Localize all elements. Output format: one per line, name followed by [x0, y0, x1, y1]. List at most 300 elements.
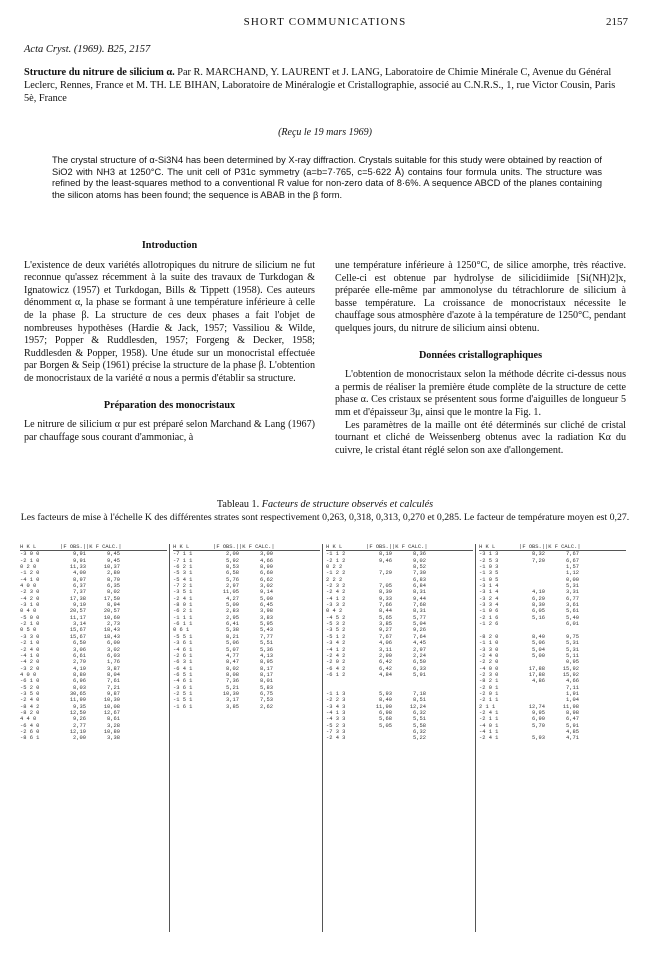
table-cell: 11,98	[562, 703, 579, 710]
table-cell: 6,61	[73, 652, 86, 659]
table-cell: -5 2 3	[326, 722, 346, 729]
table-cell: 10,30	[103, 697, 120, 704]
table-cell: -1 1 3	[326, 690, 346, 697]
table-cell: 9,14	[260, 589, 273, 596]
table-cell: 8,97	[73, 576, 86, 583]
table-cell: -3 3 4	[479, 602, 499, 609]
table-cell: 3,02	[107, 646, 120, 653]
table-cell: -3 3 2	[326, 602, 346, 609]
table-cell: -5 4 1	[173, 576, 193, 583]
table-column-divider	[475, 544, 476, 932]
table-cell: 6,98	[379, 709, 392, 716]
table-cell: 3,11	[379, 646, 392, 653]
table-cell: 8,53	[226, 564, 239, 571]
table-cell: 8,32	[532, 551, 545, 558]
table-cell: 6,01	[566, 621, 579, 628]
table-cell: 0 4 2	[326, 608, 343, 615]
prep-heading: Préparation des monocristaux	[103, 399, 236, 411]
abstract: The crystal structure of α-Si3N4 has been determined by X-ray diffraction. Crystals suitable for this study were obtained by reaction of SiO2 with NH3 at 1250°C. The unit cell of P31c symmetry (a=b=7·765, c=5·622 Å) contains four formula units. The structure was refined by the least-squares method to a conventional R value for non-zero data of 8·6%. A sequence ABCD of the planes containing the silicon atoms has been found; the sequence is ABAB in the β form.	[52, 155, 602, 200]
table-cell: 9,19	[73, 602, 86, 609]
table-cell: 4,13	[260, 652, 273, 659]
table-cell: 3,00	[260, 551, 273, 558]
table-header-cell: |K F CALC.|	[86, 544, 122, 550]
table-cell: 8,80	[73, 671, 86, 678]
table-cell: 2,77	[73, 722, 86, 729]
table-cell: 30,65	[69, 690, 86, 697]
table-cell: -1 1 2	[326, 551, 346, 558]
table-cell: 5,91	[566, 722, 579, 729]
table-cell: 6,50	[73, 640, 86, 647]
table-cell: 9,75	[566, 633, 579, 640]
table-header-cell: |F OBS.|	[60, 544, 86, 550]
table-cell: 9,46	[379, 557, 392, 564]
table-cell: 5,91	[413, 671, 426, 678]
table-column-group	[326, 544, 473, 944]
table-cell: 2,79	[73, 659, 86, 666]
table-cell: 12,24	[409, 703, 426, 710]
table-cell: -4 1 1	[479, 728, 499, 735]
table-cell: -1 2 0	[20, 570, 40, 577]
table-cell: 3,98	[260, 608, 273, 615]
journal-reference: Acta Cryst. (1969). B25, 2157	[24, 44, 151, 55]
table-cell: -2 5 3	[479, 557, 499, 564]
table-cell: 4,45	[413, 640, 426, 647]
table-cell: 6,03	[107, 652, 120, 659]
table-cell: 8,51	[413, 697, 426, 704]
table-cell: -2 1 1	[479, 697, 499, 704]
table-cell: 3,14	[73, 621, 86, 628]
table-cell: 15,92	[562, 665, 579, 672]
table-note: Les facteurs de mise à l'échelle K des différentes strates sont respectivement 0,263, 0,318, 0,313, 0,270 et 0,285. Le facteur de température moyen est 0,27.	[20, 512, 630, 523]
table-cell: 3,61	[566, 602, 579, 609]
table-cell: 8,47	[226, 659, 239, 666]
table-cell: 0 2 2	[326, 564, 343, 571]
received-date: (Reçu le 19 mars 1969)	[278, 127, 372, 138]
table-cell: -1 2 6	[479, 621, 499, 628]
table-cell: 12,19	[69, 728, 86, 735]
table-cell: 5,70	[532, 722, 545, 729]
table-cell: -8 6 1	[20, 735, 40, 742]
table-cell: 5,06	[532, 640, 545, 647]
table-cell: 6,96	[73, 678, 86, 685]
table-cell: -2 3 0	[479, 671, 499, 678]
table-cell: 6,29	[532, 595, 545, 602]
table-cell: -5 3 2	[326, 621, 346, 628]
table-cell: -5 2 0	[20, 684, 40, 691]
table-cell: 5,65	[379, 614, 392, 621]
table-cell: 2,80	[107, 570, 120, 577]
table-header-row	[173, 544, 320, 551]
table-cell: 6,75	[260, 690, 273, 697]
table-cell: -1 2 2	[326, 570, 346, 577]
table-cell: 3,87	[107, 665, 120, 672]
table-cell: 8,04	[107, 671, 120, 678]
table-cell: 2,73	[107, 621, 120, 628]
table-cell: -3 2 4	[479, 595, 499, 602]
table-cell: 9,45	[107, 557, 120, 564]
table-header-cell: H K L	[173, 544, 190, 550]
table-cell: 1,76	[107, 659, 120, 666]
table-cell: 9,91	[73, 551, 86, 558]
table-cell: 4,85	[566, 728, 579, 735]
table-cell: 5,43	[260, 627, 273, 634]
table-cell: 7,18	[413, 690, 426, 697]
table-cell: 6,50	[413, 659, 426, 666]
table-cell: -2 6 0	[20, 728, 40, 735]
table-header-cell: |F OBS.|	[366, 544, 392, 550]
table-cell: 8,08	[226, 671, 239, 678]
table-cell: 9,95	[532, 709, 545, 716]
table-cell: -4 5 2	[326, 614, 346, 621]
table-cell: 8,17	[260, 671, 273, 678]
table-cell: 17,88	[528, 671, 545, 678]
table-cell: -3 2 0	[20, 665, 40, 672]
table-cell: 7,29	[379, 570, 392, 577]
table-cell: 4,66	[566, 678, 579, 685]
table-cell: -2 1 6	[479, 614, 499, 621]
table-cell: 10,80	[103, 728, 120, 735]
table-cell: -6 5 1	[173, 671, 193, 678]
table-cell: 2,00	[73, 735, 86, 742]
table-cell: 6,62	[260, 576, 273, 583]
table-cell: 7,68	[413, 602, 426, 609]
table-cell: -5 3 1	[173, 570, 193, 577]
table-cell: 5,51	[260, 640, 273, 647]
table-cell: 5,77	[413, 614, 426, 621]
running-title: SHORT COMMUNICATIONS	[243, 16, 407, 28]
table-cell: 2,97	[413, 646, 426, 653]
table-column-divider	[322, 544, 323, 932]
table-cell: 8,17	[260, 665, 273, 672]
table-cell: 8,40	[532, 633, 545, 640]
table-cell: 2,95	[226, 614, 239, 621]
table-cell: -2 4 1	[173, 595, 193, 602]
table-cell: -2 3 0	[20, 589, 40, 596]
article-title: Structure du nitrure de silicium α.	[24, 67, 175, 78]
table-cell: -1 1 1	[173, 614, 193, 621]
table-cell: 5,00	[260, 595, 273, 602]
table-cell: -6 4 0	[20, 722, 40, 729]
table-cell: -4 0 1	[479, 722, 499, 729]
table-cell: -2 2 3	[326, 697, 346, 704]
table-cell: 6,77	[566, 595, 579, 602]
table-cell: -6 1 1	[173, 621, 193, 628]
table-cell: 12,74	[528, 703, 545, 710]
table-cell: 3,02	[260, 583, 273, 590]
table-cell: 2,97	[226, 583, 239, 590]
table-cell: 5,51	[413, 716, 426, 723]
table-header-cell: H K L	[479, 544, 496, 550]
table-cell: -2 1 0	[20, 640, 40, 647]
table-cell: -4 1 0	[20, 576, 40, 583]
table-cell: -3 6 1	[173, 640, 193, 647]
table-cell: -1 3 5	[479, 570, 499, 577]
left-column	[24, 240, 315, 444]
table-cell: 3,17	[226, 697, 239, 704]
table-header-row	[479, 544, 626, 551]
table-cell: 3,38	[107, 735, 120, 742]
table-cell: -3 1 3	[479, 551, 499, 558]
table-header-cell: |K F CALC.|	[239, 544, 275, 550]
table-row	[20, 735, 167, 741]
table-cell: -4 6 1	[173, 646, 193, 653]
intro-heading: Introduction	[141, 240, 198, 251]
table-cell: 7,64	[413, 633, 426, 640]
table-cell: 17,50	[103, 595, 120, 602]
table-cell: -2 5 1	[173, 690, 193, 697]
table-cell: -1 6 1	[173, 703, 193, 710]
table-cell: 2,90	[379, 652, 392, 659]
table-cell: 5,06	[226, 640, 239, 647]
table-cell: 6,35	[107, 583, 120, 590]
table-cell: 8,03	[73, 684, 86, 691]
table-cell: 4,66	[260, 557, 273, 564]
table-cell: -4 1 2	[326, 595, 346, 602]
table-cell: 0 4 0	[20, 608, 37, 615]
table-cell: -6 1 0	[20, 678, 40, 685]
table-cell: 8,36	[413, 551, 426, 558]
table-cell: -1 0 5	[479, 576, 499, 583]
table-cell: 8,44	[379, 608, 392, 615]
table-cell: -2 0 1	[479, 690, 499, 697]
table-cell: 1,57	[566, 564, 579, 571]
table-cell: 10,60	[103, 614, 120, 621]
table-cell: 11,05	[222, 589, 239, 596]
table-cell: 11,99	[69, 697, 86, 704]
table-cell: 7,61	[107, 678, 120, 685]
table-cell: 5,95	[260, 621, 273, 628]
table-cell: 15,92	[562, 671, 579, 678]
table-cell: 5,40	[566, 614, 579, 621]
table-cell: -3 0 0	[20, 551, 40, 558]
table-cell: -3 4 3	[326, 703, 346, 710]
data-paragraph-2: Les paramètres de la maille ont été déterminés sur cliché de cristal tournant et cliché de Weissenberg obtenus avec la radiation Kα du cuivre, le cristal étant réglé selon son axe d'allongement.	[335, 419, 626, 456]
table-cell: -7 2 1	[173, 583, 193, 590]
table-cell: 8,98	[566, 709, 579, 716]
table-cell: 6,45	[260, 602, 273, 609]
table-cell: 7,11	[566, 684, 579, 691]
table-cell: 6,58	[226, 570, 239, 577]
table-cell: 8,95	[260, 659, 273, 666]
table-cell: 7,21	[107, 684, 120, 691]
table-cell: 5,04	[413, 621, 426, 628]
table-cell: 4 0 0	[20, 671, 37, 678]
table-cell: 5,31	[566, 583, 579, 590]
table-cell: -4 1 2	[326, 646, 346, 653]
table-cell: 0 6 1	[173, 627, 190, 634]
table-cell: 8,30	[532, 602, 545, 609]
table-cell: 12,67	[103, 709, 120, 716]
table-cell: 8,01	[260, 678, 273, 685]
table-cell: -5 0 0	[20, 614, 40, 621]
table-cell: 8,40	[379, 697, 392, 704]
table-cell: 4,77	[226, 652, 239, 659]
table-cell: 2,00	[226, 551, 239, 558]
table-cell: -2 4 0	[20, 646, 40, 653]
table-cell: 8,99	[260, 564, 273, 571]
table-cell: 11,90	[375, 703, 392, 710]
article-title-block	[24, 66, 626, 105]
table-cell: -2 1 2	[326, 557, 346, 564]
table-row	[479, 735, 626, 741]
table-cell: 20,57	[103, 608, 120, 615]
table-cell: 7,67	[379, 633, 392, 640]
table-cell: -8 4 2	[20, 703, 40, 710]
table-cell: -7 1 1	[173, 557, 193, 564]
table-cell: 5,68	[379, 716, 392, 723]
table-cell: 5,04	[532, 646, 545, 653]
table-cell: 6,41	[226, 621, 239, 628]
table-cell: 6,83	[413, 576, 426, 583]
table-cell: 5,58	[413, 722, 426, 729]
table-cell: 0,95	[566, 659, 579, 666]
table-caption-label: Tableau 1.	[216, 499, 260, 510]
table-cell: -1 0 6	[479, 608, 499, 615]
table-cell: 6,90	[532, 716, 545, 723]
table-cell: 6,60	[260, 570, 273, 577]
table-cell: 10,30	[222, 690, 239, 697]
data-heading: Données cristallographiques	[418, 349, 543, 361]
table-cell: 9,44	[413, 595, 426, 602]
table-cell: -4 3 3	[326, 716, 346, 723]
table-cell: 6,33	[413, 665, 426, 672]
table-cell: -3 1 0	[20, 602, 40, 609]
table-cell: 15,67	[69, 633, 86, 640]
table-cell: -2 4 3	[326, 735, 346, 742]
table-cell: 4,06	[379, 640, 392, 647]
table-cell: 20,57	[69, 608, 86, 615]
table-cell: 5,07	[226, 646, 239, 653]
table-cell: 5,92	[226, 557, 239, 564]
table-cell: 10,37	[103, 564, 120, 571]
table-cell: -4 6 1	[173, 678, 193, 685]
table-cell: 5,36	[260, 646, 273, 653]
table-cell: -2 4 1	[479, 709, 499, 716]
table-cell: -4 2 0	[20, 595, 40, 602]
table-header-cell: |F OBS.|	[213, 544, 239, 550]
table-cell: 6,00	[107, 640, 120, 647]
table-header-row	[326, 544, 473, 551]
structure-factor-table	[20, 544, 632, 944]
table-cell: 8,70	[107, 576, 120, 583]
table-column-divider	[169, 544, 170, 932]
table-cell: 2 1 1	[479, 703, 496, 710]
table-cell: 15,67	[69, 627, 86, 634]
table-cell: -3 5 2	[326, 627, 346, 634]
table-header-cell: |K F CALC.|	[392, 544, 428, 550]
table-cell: 4,84	[379, 671, 392, 678]
table-cell: 1,12	[566, 570, 579, 577]
table-cell: 4,71	[566, 735, 579, 742]
table-cell: 4,10	[532, 589, 545, 596]
table-cell: 9,26	[73, 716, 86, 723]
table-cell: 0,00	[566, 576, 579, 583]
table-header-cell: |K F CALC.|	[545, 544, 581, 550]
table-cell: 8,31	[413, 608, 426, 615]
table-cell: 7,05	[379, 583, 392, 590]
table-cell: -3 5 0	[20, 690, 40, 697]
table-column-group	[479, 544, 626, 944]
table-cell: -2 6 1	[173, 652, 193, 659]
table-cell: -2 2 0	[479, 659, 499, 666]
table-cell: 18,43	[103, 633, 120, 640]
table-cell: 8,61	[107, 716, 120, 723]
table-cell: 7,36	[226, 678, 239, 685]
table-cell: 8,02	[107, 589, 120, 596]
table-cell: -2 4 1	[479, 735, 499, 742]
table-cell: 7,20	[532, 557, 545, 564]
table-cell: -2 4 0	[479, 652, 499, 659]
table-cell: -6 4 2	[326, 665, 346, 672]
table-cell: -2 0 2	[326, 659, 346, 666]
table-cell: 1,04	[566, 697, 579, 704]
table-cell: 5,21	[226, 684, 239, 691]
table-cell: 6,37	[73, 583, 86, 590]
table-cell: 9,27	[379, 627, 392, 634]
table-cell: 6,42	[379, 665, 392, 672]
table-cell: 17,38	[69, 595, 86, 602]
table-cell: 7,53	[260, 697, 273, 704]
table-cell: 6,47	[566, 716, 579, 723]
table-cell: 11,17	[69, 614, 86, 621]
table-cell: 5,61	[566, 608, 579, 615]
table-cell: 5,93	[379, 690, 392, 697]
table-cell: 5,22	[413, 735, 426, 742]
prep-paragraph-continued: une température inférieure à 1250°C, de silice amorphe, très réactive. Celle-ci est obtenue par hydrolyse de silicidiimide [Si(NH)2]x, préparée elle-même par ammonolyse du tétrachlorure de silicium à basse température. La croissance de monocristaux nécessite le chauffage sous atmosphère d'azote à la température de 1250°C, pendant quelques jours, du nitrure de silicium ainsi obtenu.	[335, 260, 626, 334]
table-cell: 9,45	[107, 551, 120, 558]
table-cell: 4 0 0	[20, 583, 37, 590]
table-cell: 6,05	[532, 608, 545, 615]
table-cell: -5 5 1	[173, 633, 193, 640]
table-cell: -3 3 0	[20, 633, 40, 640]
table-cell: -5 1 2	[326, 633, 346, 640]
table-header-row	[20, 544, 167, 551]
table-cell: 8,19	[379, 551, 392, 558]
table-cell: 6,32	[413, 709, 426, 716]
table-cell: 9,91	[73, 557, 86, 564]
table-cell: -3 3 0	[479, 646, 499, 653]
table-cell: 3,31	[566, 589, 579, 596]
table-cell: 7,67	[566, 551, 579, 558]
table-cell: 9,26	[413, 627, 426, 634]
table-row	[326, 735, 473, 741]
table-header-cell: |F OBS.|	[519, 544, 545, 550]
table-cell: 3,06	[73, 646, 86, 653]
table-cell: -3 5 1	[173, 589, 193, 596]
table-cell: -3 4 2	[326, 640, 346, 647]
table-cell: 5,76	[226, 576, 239, 583]
table-cell: -2 4 2	[326, 589, 346, 596]
table-cell: 8,31	[413, 589, 426, 596]
table-cell: 5,09	[226, 602, 239, 609]
table-header-cell: H K L	[20, 544, 37, 550]
table-cell: -3 6 1	[173, 684, 193, 691]
table-cell: 3,85	[226, 703, 239, 710]
right-column	[335, 260, 626, 457]
table-cell: 8,21	[226, 633, 239, 640]
table-cell: -8 2 1	[479, 678, 499, 685]
table-cell: 5,16	[532, 614, 545, 621]
table-cell: -3 1 4	[479, 583, 499, 590]
table-cell: -6 2 1	[173, 564, 193, 571]
table-cell: 18,43	[103, 627, 120, 634]
table-cell: -8 2 0	[479, 633, 499, 640]
table-cell: 8,02	[226, 665, 239, 672]
table-cell: -4 1 3	[326, 709, 346, 716]
table-cell: 0 2 0	[20, 564, 37, 571]
table-cell: 4,19	[73, 665, 86, 672]
table-cell: 7,77	[260, 633, 273, 640]
